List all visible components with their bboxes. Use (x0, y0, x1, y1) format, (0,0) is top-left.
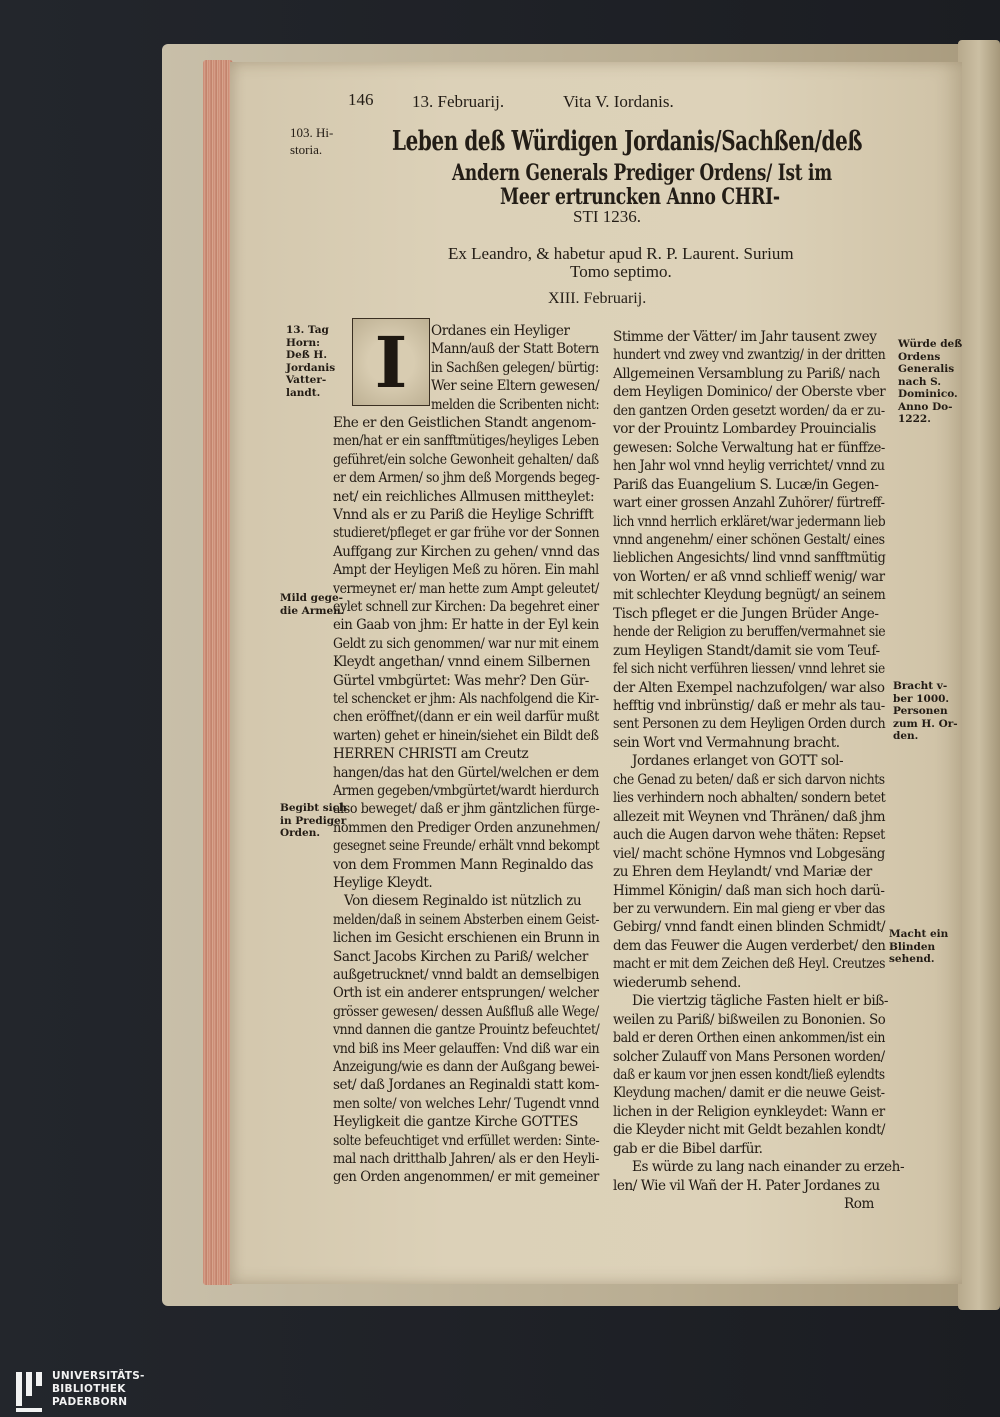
text-line: men/hat er ein sanfftmütiges/heyliges Leben (333, 433, 599, 450)
text-line: Es würde zu lang nach einander zu erzeh- (632, 1159, 905, 1176)
text-line: hangen/das hat den Gürtel/welchen er dem (333, 764, 599, 781)
text-line: geführet/ein solche Gewonheit gehalten/ daß (333, 451, 599, 468)
text-line: Gürtel vmbgürtet: Was mehr? Den Gür- (333, 672, 589, 689)
margin-note-line: 1222. (898, 413, 931, 425)
margin-note-line: Vatter- (286, 374, 327, 386)
text-line: melden die Scribenten nicht: (431, 396, 600, 413)
margin-note-line: Orden. (280, 827, 320, 839)
text-line: von dem Frommen Mann Reginaldo das (333, 856, 593, 873)
margin-note-line: Bracht v- (893, 680, 948, 692)
margin-note-line: Dominico. (898, 388, 958, 400)
text-line: Tisch pfleget er die Jungen Brüder Ange- (613, 605, 879, 622)
text-line: vnnd dannen die gantze Prouintz befeuchtet/ (333, 1022, 600, 1039)
text-line: Von diesem Reginaldo ist nützlich zu (344, 893, 582, 910)
text-line: vor der Prouintz Lombardey Prouincialis (613, 421, 876, 438)
text-line: vnd biß ins Meer gelauffen: Vnd diß war ein (333, 1040, 600, 1057)
margin-history-line: 103. Hi- (290, 125, 334, 140)
margin-note-line: sehend. (889, 953, 935, 965)
text-line: die Kleyder nicht mit Geldt bezahlen kondt/ (613, 1122, 886, 1139)
text-line: Mann/auß der Statt Botern (431, 341, 599, 358)
margin-note-line: Blinden (889, 940, 936, 953)
text-line: lichen im Gesicht erschienen ein Brunn in (333, 930, 600, 947)
text-line: Vnnd als er zu Pariß die Heylige Schrifft (333, 507, 594, 523)
text-line: Heylige Kleydt. (333, 875, 433, 891)
text-line: auch die Augen darvon wehe thäten: Repset (613, 827, 885, 844)
text-line: Auffgang zur Kirchen zu gehen/ vnnd das (333, 543, 600, 560)
text-line: Geldt zu sich genommen/ war nur mit einem (333, 635, 599, 652)
text-line: außgetrucknet/ vnnd baldt an demselbigen (333, 967, 600, 983)
text-line: Ampt der Heyligen Meß zu hören. Ein mahl (333, 562, 599, 579)
text-line: sent Personen zu dem Heyligen Orden durch (613, 716, 886, 733)
text-line: Gebirg/ vnnd fandt einen blinden Schmidt/ (613, 919, 886, 936)
logo-line: PADERBORN (52, 1396, 128, 1408)
text-line: vnnd angenehm/ einer schönen Gestalt/ eines (613, 531, 885, 548)
text-line: studieret/pfleget er gar frühe vor der Sonnen (333, 525, 600, 542)
text-line: HERREN CHRISTI am Creutz (333, 746, 529, 763)
library-logo-text (52, 1370, 145, 1409)
text-line: Anzeigung/wie es dann der Außgang bewei- (333, 1059, 600, 1075)
text-line: daß er kaum vor jnen essen kondt/ließ eylendts (613, 1067, 885, 1083)
text-line: Kleydung machen/ damit er die neuwe Geist- (613, 1085, 885, 1102)
text-line: hefftig vnd inbrünstig/ daß er mehr als tau- (613, 698, 885, 714)
text-line: mal nach dritthalb Jahren/ als er den Heyli- (333, 1151, 599, 1167)
text-line: Heyligkeit die gantze Kirche GOTTES (333, 1114, 578, 1131)
text-line: lichen in der Religion eynkleydet: Wann er (613, 1103, 885, 1120)
day-heading: XIII. Februarij. (548, 290, 647, 307)
margin-note-line: Generalis (898, 363, 955, 375)
text-line: allezeit mit Weynen vnd Thränen/ daß jhm (613, 808, 886, 825)
margin-note-line: die Armen. (280, 604, 345, 617)
text-line: gesegnet seine Freunde/ erhält vnnd bekompt (333, 838, 600, 855)
text-line: zum Heyligen Standt/damit sie vom Teuf- (613, 642, 880, 659)
text-line: hende der Religion zu beruffen/vermahnet sie (613, 624, 886, 641)
text-line: Allgemeinen Versamblung zu Pariß/ nach (613, 365, 880, 382)
margin-note-birthplace (286, 324, 335, 399)
text-line: ein Gaab von jhm: Er hatte in der Eyl kein (333, 617, 599, 634)
text-line: bald er deren Orthen einen ankommen/ist ein (613, 1030, 886, 1047)
margin-note-line: nach S. (898, 375, 941, 388)
text-line: weilen zu Pariß/ bißweilen zu Bononien. So (613, 1011, 886, 1028)
text-line: chen eröffnet/(dann er ein weil darfür mußt (333, 709, 599, 726)
book-spine-edge (958, 40, 1000, 1310)
text-line: solcher Zulauff von Mans Personen worden/ (613, 1048, 885, 1065)
text-line: sein Wort vnd Vermahnung bracht. (613, 734, 840, 751)
source-line-1: Ex Leandro, & habetur apud R. P. Laurent. Surium (448, 244, 794, 263)
logo-line: BIBLIOTHEK (52, 1383, 126, 1395)
text-line: melden/daß in seinem Absterben einem Geist- (333, 911, 600, 928)
text-line: viel/ macht schöne Hymnos vnd Lobgesäng (613, 845, 885, 862)
text-line: Die viertzig tägliche Fasten hielt er biß- (632, 993, 889, 1010)
source-line-2: Tomo septimo. (570, 262, 672, 281)
margin-note-line: 13. Tag (286, 324, 329, 336)
margin-note-line: Personen (893, 705, 948, 717)
text-line: der Alten Exempel nachzufolgen/ war also (613, 679, 885, 696)
text-line: eylet schnell zur Kirchen: Da begehret einer (333, 599, 599, 615)
text-line: gab er die Bibel darfür. (613, 1140, 763, 1157)
text-line: hundert vnd zwey vnd zwantzig/ in der dritten (613, 347, 886, 364)
margin-note-alms (280, 592, 344, 617)
text-line: Sanct Jacobs Kirchen zu Pariß/ welcher (333, 948, 588, 965)
text-line: fel sich nicht verführen liessen/ vnnd lehret sie (613, 661, 885, 678)
text-line: gewesen: Solche Verwaltung hat er fünffze- (613, 439, 885, 456)
logo-line: UNIVERSITÄTS- (52, 1370, 145, 1382)
margin-note-general (898, 338, 962, 426)
page-number: 146 (348, 90, 374, 109)
title-line-1: Leben deß Würdigen Jordanis/Sachßen/deß (392, 126, 863, 157)
text-line: mit schlechter Kleydung begnügt/ an seinem (613, 587, 886, 604)
text-line: in Sachßen gelegen/ bürtig: (431, 359, 599, 376)
margin-note-line: ber 1000. (893, 692, 950, 705)
title-line-3: Meer ertruncken Anno CHRI- (500, 184, 780, 210)
text-line: Kleydt angethan/ vnnd einem Silbernen (333, 654, 591, 671)
text-line: ber zu verwundern. Ein mal gieng er vber das (613, 900, 885, 917)
text-line: dem Heyligen Dominico/ der Oberste vber (613, 384, 886, 401)
text-line: Himmel Königin/ daß man sich hoch darü- (613, 882, 885, 899)
text-line: Ehe er den Geistlichen Standt angenom- (333, 415, 596, 431)
text-line: er dem Armen/ so jhm deß Morgends begeg- (333, 470, 600, 487)
text-line: warten) gehet er hinein/siehet ein Bildt deß (333, 727, 599, 744)
text-line: dem das Feuwer die Augen verderbet/ den (613, 937, 886, 954)
text-line: lies verhindern noch abhalten/ sondern betet (613, 790, 886, 807)
text-line: lieblichen Angesichts/ lind vnnd sanfftmütig (613, 550, 886, 567)
text-line: men solte/ von welches Lehr/ Tugendt vnnd (333, 1095, 600, 1112)
text-line: tel schencket er jhm: Als nachfolgend die Kir- (333, 691, 599, 707)
header-date: 13. Februarij. (412, 92, 505, 111)
text-line: len/ Wie vil Wañ der H. Pater Jordanes zu (613, 1177, 880, 1194)
text-line: zu Ehren dem Heylandt/ vnd Mariæ der (613, 864, 872, 881)
margin-note-converts (893, 680, 958, 743)
margin-note-blind (889, 928, 948, 966)
margin-note-line: Deß H. (286, 349, 327, 361)
margin-history-line: storia. (290, 142, 323, 157)
text-line: vermeynet er/ man hette zum Ampt geleutet/ (333, 580, 599, 597)
text-line: also beweget/ daß er jhm gäntzlichen fürge- (333, 801, 600, 818)
margin-note-line: Würde deß (898, 338, 963, 350)
text-line: grösser gewesen/ dessen Außfluß alle Wege/ (333, 1003, 599, 1020)
title-line-2: Andern Generals Prediger Ordens/ Ist im (452, 160, 832, 186)
text-line: Pariß das Euangelium S. Lucæ/in Gegen- (613, 476, 879, 493)
text-line: che Genad zu beten/ daß er sich darvon nichts (613, 771, 885, 788)
margin-note-line: Ordens (898, 350, 941, 363)
text-line: set/ daß Jordanes an Reginaldi statt kom- (333, 1077, 599, 1094)
margin-note-line: in Prediger (280, 814, 347, 827)
text-line: den gantzen Orden gesetzt worden/ da er zu- (613, 402, 885, 419)
text-line: Rom (844, 1196, 874, 1213)
text-line: Stimme der Vätter/ im Jahr tausent zwey (613, 329, 877, 345)
margin-history-number (290, 124, 333, 158)
text-line: gen Orden angenommen/ er mit gemeiner (333, 1169, 599, 1186)
university-library-logo-icon (14, 1370, 44, 1414)
drop-cap: I (352, 318, 430, 406)
margin-note-line: Horn: (286, 336, 320, 349)
margin-note-line: Macht ein (889, 928, 949, 940)
page-edges (203, 60, 233, 1285)
margin-note-line: Anno Do- (898, 400, 953, 413)
margin-note-line: den. (893, 730, 919, 742)
text-line: hen Jahr wol vnnd heylig verrichtet/ vnnd zu (613, 458, 885, 475)
text-line: wart einer grossen Anzahl Zuhörer/ fürtreff- (613, 495, 885, 512)
text-line: net/ ein reichliches Allmusen mittheylet: (333, 488, 595, 505)
text-line: solte befeuchtiget vnd erfüllet werden: Sinte- (333, 1132, 600, 1149)
header-running-title: Vita V. Iordanis. (563, 92, 674, 111)
margin-note-order (280, 802, 347, 840)
text-line: macht er mit dem Zeichen deß Heyl. Creutzes (613, 956, 886, 973)
text-line: von Worten/ er aß vnnd schlieff wenig/ war (613, 568, 885, 585)
title-line-4: STI 1236. (573, 207, 641, 226)
margin-note-line: zum H. Or- (893, 717, 958, 730)
text-line: Ordanes ein Heyliger (431, 323, 570, 339)
margin-note-line: Jordanis (286, 361, 336, 374)
margin-note-line: Begibt sich (280, 802, 347, 814)
text-line: Jordanes erlanget von GOTT sol- (632, 753, 844, 770)
margin-note-line: Mild gege- (280, 592, 343, 604)
text-line: Wer seine Eltern gewesen/ (431, 378, 600, 395)
text-line: nommen den Prediger Orden anzunehmen/ (333, 819, 600, 836)
text-line: Orth ist ein anderer entsprungen/ welcher (333, 985, 599, 1002)
text-line: wiederumb sehend. (613, 974, 741, 991)
text-line: Armen gegeben/vmbgürtet/wardt hierdurch (333, 783, 599, 799)
text-line: lich vnnd herrlich erkläret/war jedermann lieb (613, 513, 886, 530)
margin-note-line: landt. (286, 386, 321, 399)
